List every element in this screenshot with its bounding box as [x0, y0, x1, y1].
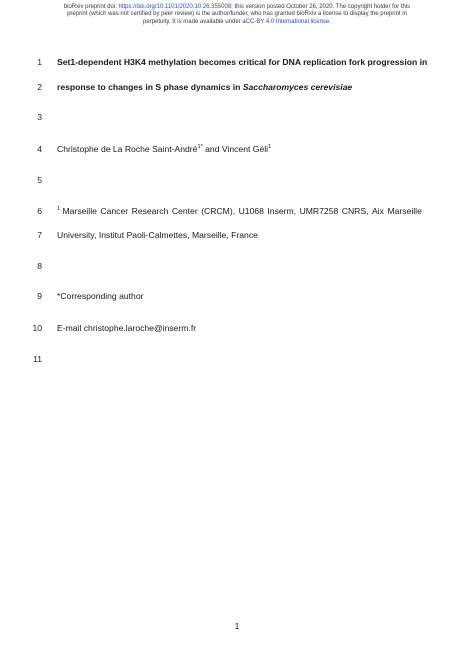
- affiliation-mark: 1: [57, 206, 61, 212]
- affiliation-line-2: University, Institut Paoli-Calmettes, Marseille, France: [57, 230, 258, 240]
- header-line-3-prefix: perpetuity. It is made available under a: [143, 18, 246, 25]
- manuscript-line: [0, 351, 474, 367]
- title-line-1: Set1-dependent H3K4 methylation becomes critical for DNA replication fork progression in: [57, 57, 428, 67]
- line-number: 5: [37, 175, 42, 185]
- header-doi-prefix: bioRxiv preprint doi:: [63, 4, 119, 10]
- title-species: Saccharomyces cerevisiae: [242, 82, 353, 92]
- affiliation-word: Aix: [372, 206, 384, 216]
- manuscript-line: [0, 54, 474, 70]
- header-line-3: [0, 19, 474, 26]
- manuscript-line: [0, 141, 474, 157]
- line-number: 3: [37, 112, 42, 122]
- affiliation-word: Inserm,: [267, 206, 297, 216]
- manuscript-line: [0, 320, 474, 336]
- corresponding-email: E-mail christophe.laroche@inserm.fr: [57, 323, 197, 333]
- line-number: 9: [37, 291, 42, 301]
- author-2: and Vincent Géli: [202, 144, 269, 154]
- affiliation-line-1: [57, 203, 422, 219]
- manuscript-line: [0, 288, 474, 304]
- line-number: 1: [37, 57, 42, 67]
- affiliation-first-word: $^1$ Marseille: [57, 206, 97, 216]
- line-number: 8: [37, 261, 42, 271]
- affiliation-word: (CRCM),: [201, 206, 236, 216]
- affiliation-word: UMR7258: [299, 206, 339, 216]
- line-number: 10: [32, 323, 42, 333]
- title-line-2-plain: response to changes in S phase dynamics in: [57, 82, 243, 92]
- author-2-affiliation-mark: 1: [268, 144, 272, 150]
- header-line-2: preprint (which was not certified by peer review) is the author/funder, who has granted bioRxiv a license to display the preprint in: [67, 11, 407, 18]
- affiliation-word: CNRS,: [341, 206, 369, 216]
- doi-link[interactable]: https://doi.org/10.1101/2020.10.26.355008: [118, 4, 232, 10]
- manuscript-line: [0, 227, 474, 243]
- affiliation-word: U1068: [238, 206, 264, 216]
- manuscript-line: [0, 109, 474, 125]
- affiliation-word: Cancer: [100, 206, 129, 216]
- author-1-affiliation-mark: 1*: [197, 144, 203, 150]
- author-list: [57, 141, 422, 157]
- license-link[interactable]: CC-BY 4.0 International license: [245, 18, 330, 25]
- author-1: Christophe de La Roche Saint-André: [57, 144, 198, 154]
- line-number: 7: [37, 230, 42, 240]
- line-number: 6: [37, 206, 42, 216]
- manuscript-line: [0, 79, 474, 95]
- page-number: 1: [234, 621, 240, 631]
- affiliation-word: Center: [171, 206, 198, 216]
- line-number: 11: [33, 354, 42, 364]
- header-line-3-suffix: .: [329, 18, 331, 25]
- title-line-2: [57, 79, 422, 95]
- manuscript-line: [0, 172, 474, 188]
- biorxiv-header: [0, 4, 474, 26]
- line-number: 2: [37, 82, 42, 92]
- affiliation-word: Marseille: [387, 206, 422, 216]
- manuscript-line: [0, 258, 474, 274]
- affiliation-word: Research: [131, 206, 169, 216]
- manuscript-line: [0, 203, 474, 219]
- header-line-1: [0, 4, 474, 11]
- header-line-1-suffix: ; this version posted October 26, 2020. The copyright holder for this: [231, 4, 411, 10]
- line-number: 4: [37, 144, 42, 154]
- corresponding-author-label: *Corresponding author: [57, 291, 144, 301]
